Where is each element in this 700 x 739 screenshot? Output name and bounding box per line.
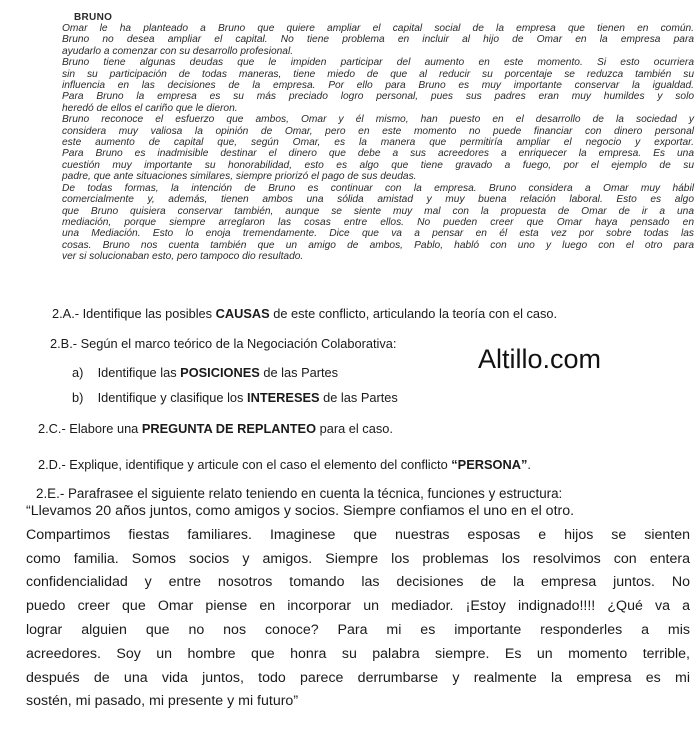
question-keyword: PREGUNTA DE REPLANTEO <box>141 421 317 436</box>
quote-line: después de una vida juntos, todo parece derrumbarse y realmente la empresa es mi <box>26 669 690 686</box>
case-line: padre, que ante situaciones similares, siempre priorizó el pago de sus deudas. <box>62 171 417 183</box>
question-2a <box>52 306 557 321</box>
question-2c <box>38 421 393 436</box>
question-text: de las Partes <box>259 365 339 380</box>
quote-line: sostén, mi pasado, mi presente y mi futuro” <box>26 693 299 710</box>
case-line: influencia en las decisiones de la empresa. Por ello para Bruno es muy importante conservar la igualdad. <box>62 80 694 92</box>
question-text: para el caso. <box>316 421 393 436</box>
case-line: heredó de ellos el cariño que le dieron. <box>62 102 238 114</box>
case-line: cuestión muy importante su honorabilidad, esto es algo que tiene gravado a fuego, por el ejemplo de su <box>62 159 694 171</box>
case-line: Bruno no desea ampliar el capital. No tiene problema en incluir al hijo de Omar en la empresa para <box>62 34 694 46</box>
question-keyword: INTERESES <box>247 390 320 405</box>
item-marker: a) <box>72 365 84 380</box>
question-text: Identifique las <box>97 365 181 380</box>
quote-line: como familia. Somos socios y amigos. Siempre los problemas los resolvimos con entera <box>26 550 690 567</box>
case-line: sin su participación de todas maneras, tiene miedo de que al reducir su porcentaje se reduzca también su <box>62 68 694 80</box>
case-line: mediación, porque siempre arreglaron las cosas entre ellos. No pueden creer que Omar haya pensado en <box>62 216 694 228</box>
question-text: 2.A.- Identifique las posibles <box>52 306 216 321</box>
case-line: ver si solucionaban esto, pero tampoco dio resultado. <box>62 251 304 263</box>
quote-line: “Llevamos 20 años juntos, como amigos y socios. Siempre confiamos el uno en el otro. <box>26 503 575 519</box>
question-2b-a <box>72 365 338 380</box>
quote-paragraph <box>26 500 690 714</box>
watermark: Altillo.com <box>478 344 602 374</box>
question-keyword: POSICIONES <box>180 365 260 380</box>
question-text: de las Partes <box>319 390 398 405</box>
case-line: Bruno tiene algunas deudas que le impiden participar del aumento en este momento. Si esto ocurriera <box>62 57 694 69</box>
question-keyword: CAUSAS <box>215 306 270 321</box>
question-text: . <box>527 457 531 472</box>
quote-line: confidencialidad y entre nosotros tomando las decisiones de la empresa juntos. No <box>26 574 690 591</box>
quote-line: puedo creer que Omar piense en incorporar un mediador. ¡Estoy indignado!!!! ¿Qué va a <box>26 598 690 615</box>
question-text: 2.B.- Según el marco teórico de la Negociación Colaborativa: <box>50 336 397 351</box>
question-2e <box>36 486 562 501</box>
case-line: que Bruno quisiera conservar también, aunque se siente muy mal con la propuesta de Omar de ir a una <box>62 205 694 217</box>
case-line: comercialmente y, además, tienen ambos una sólida amistad y muy buena relación laboral. Esto es algo <box>62 194 694 206</box>
case-line: considera muy valiosa la opinión de Omar, pero en este momento no puede financiar con dinero personal <box>62 125 694 137</box>
item-marker: b) <box>72 390 84 405</box>
case-line: Omar le ha planteado a Bruno que quiere ampliar el capital social de la empresa que tienen en común. <box>62 23 694 34</box>
question-2b <box>50 336 396 351</box>
question-text: 2.C.- Elabore una <box>38 421 142 436</box>
question-text: 2.E.- Parafrasee el siguiente relato teniendo en cuenta la técnica, funciones y estructura: <box>36 486 563 501</box>
question-2b-b <box>72 390 398 405</box>
quote-line: lograr alguien que no nos conoce? Para mi es importante responderles a mis <box>26 621 690 638</box>
quote-line: acreedores. Soy un hombre que honra su palabra siempre. Es un momento terrible, <box>26 645 690 662</box>
case-line: Para Bruno es inadmisible destinar el dinero que debe a sus acreedores a enriquecer la empresa. Es una <box>62 148 694 160</box>
question-keyword: “PERSONA” <box>451 457 528 472</box>
case-description <box>62 12 694 263</box>
case-line: Para Bruno la empresa es su más preciado logro personal, pues sus padres eran muy humildes y solo <box>62 91 694 103</box>
case-line: ayudarlo a comenzar con su desarrollo profesional. <box>62 45 294 57</box>
question-text: 2.D.- Explique, identifique y articule con el caso el elemento del conflicto <box>38 457 452 472</box>
question-text: de este conflicto, articulando la teoría con el caso. <box>269 306 558 321</box>
question-text: Identifique y clasifique los <box>97 390 248 405</box>
case-title: BRUNO <box>74 12 113 23</box>
quote-line: Compartimos fiestas familiares. Imaginese que nuestras esposas e hijos se sienten <box>26 526 690 543</box>
case-line: una Mediación. Esto lo enoja tremendamente. Dice que va a pensar en él esta vez por sobre todas las <box>62 228 694 240</box>
case-line: Bruno reconoce el esfuerzo que ambos, Omar y él mismo, han puesto en el desarrollo de la sociedad y <box>62 114 694 126</box>
case-line: cosas. Bruno nos cuenta también que un amigo de ambos, Pablo, habló con uno y luego con el otro para <box>62 239 694 251</box>
case-line: este aumento de capital que, según Omar, es la manera que permitiría ampliar el negocio y exportar. <box>62 137 694 149</box>
question-2d <box>38 457 531 472</box>
case-line: De todas formas, la intención de Bruno es continuar con la empresa. Bruno considera a Omar muy hábil <box>62 182 694 194</box>
